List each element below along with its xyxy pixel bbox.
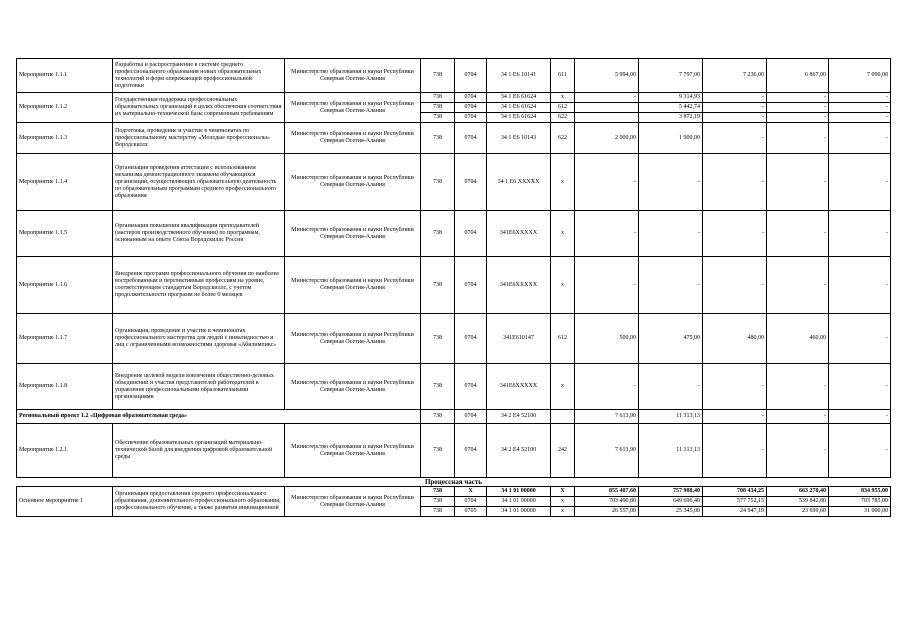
cell-v1: - <box>575 257 639 314</box>
activity-name: Основное мероприятие 1 <box>17 487 113 517</box>
table-row <box>17 59 891 93</box>
activity-name: Мероприятие 1.1.7 <box>17 314 113 364</box>
cell-csr: 341E6XXXXX <box>487 364 551 410</box>
cell-v4: - <box>767 211 829 257</box>
activity-name: Мероприятие 1.1.3 <box>17 123 113 154</box>
cell-csr: 34 1 01 00000 <box>487 507 551 517</box>
cell-vr: 622 <box>551 113 575 123</box>
cell-rzpr: 0704 <box>455 211 487 257</box>
cell-v4: - <box>767 410 829 424</box>
activity-name: Мероприятие 1.1.4 <box>17 154 113 211</box>
cell-grbs: 738 <box>421 410 455 424</box>
cell-rzpr: 0704 <box>455 103 487 113</box>
cell-v3: - <box>703 103 767 113</box>
cell-v3: 480,00 <box>703 314 767 364</box>
cell-v2: 5 442,74 <box>639 103 703 113</box>
cell-grbs: 738 <box>421 497 455 507</box>
cell-v2: 475,00 <box>639 314 703 364</box>
cell-grbs: 738 <box>421 364 455 410</box>
cell-csr: 34 1 E6 61624 <box>487 93 551 103</box>
cell-v5: 7 090,00 <box>829 59 891 93</box>
cell-v2: 9 314,93 <box>639 93 703 103</box>
cell-grbs: 738 <box>421 257 455 314</box>
cell-vr: x <box>551 497 575 507</box>
cell-v1: 7 613,90 <box>575 410 639 424</box>
cell-v1 <box>575 103 639 113</box>
cell-csr: 341E6XXXXX <box>487 211 551 257</box>
responsible-organization: Министерство образования и науки Республики Северная Осетия-Алания <box>285 487 421 517</box>
cell-rzpr: 0704 <box>455 410 487 424</box>
cell-v2: - <box>639 257 703 314</box>
table-body <box>17 59 891 517</box>
cell-grbs: 738 <box>421 59 455 93</box>
cell-rzpr: 0704 <box>455 113 487 123</box>
cell-v3: 7 236,00 <box>703 59 767 93</box>
cell-csr: 34 2 E4 52100 <box>487 410 551 424</box>
cell-csr: 34 1 E6 XXXXX <box>487 154 551 211</box>
cell-v5: - <box>829 154 891 211</box>
cell-rzpr: X <box>455 487 487 497</box>
cell-csr: 34 1 E6 10143 <box>487 123 551 154</box>
cell-v3: - <box>703 364 767 410</box>
cell-v5: - <box>829 211 891 257</box>
cell-grbs: 738 <box>421 507 455 517</box>
cell-v2: 11 313,13 <box>639 424 703 478</box>
cell-csr: 341E610147 <box>487 314 551 364</box>
cell-v4: - <box>767 257 829 314</box>
budget-table <box>16 58 891 517</box>
regional-project-row <box>17 410 891 424</box>
responsible-organization: Министерство образования и науки Республики Северная Осетия-Алания <box>285 123 421 154</box>
cell-v5: 703 785,00 <box>829 497 891 507</box>
table-row <box>17 93 891 103</box>
responsible-organization: Министерство образования и науки Республики Северная Осетия-Алания <box>285 424 421 478</box>
cell-v1: - <box>575 364 639 410</box>
cell-v5: - <box>829 314 891 364</box>
cell-v2: 25 345,00 <box>639 507 703 517</box>
cell-grbs: 738 <box>421 154 455 211</box>
cell-grbs: 738 <box>421 211 455 257</box>
cell-rzpr: 0704 <box>455 497 487 507</box>
regional-project-title: Региональный проект 1.2 «Цифровая образовательная среда» <box>17 410 421 424</box>
cell-rzpr: 0704 <box>455 93 487 103</box>
table-row <box>17 314 891 364</box>
cell-vr: x <box>551 154 575 211</box>
cell-v4: 23 699,60 <box>767 507 829 517</box>
cell-v4: - <box>767 93 829 103</box>
activity-name: Мероприятие 1.1.5 <box>17 211 113 257</box>
cell-vr: 612 <box>551 314 575 364</box>
cell-v3: 577 752,15 <box>703 497 767 507</box>
activity-name: Мероприятие 1.2.1. <box>17 424 113 478</box>
cell-csr: 34 1 01 00000 <box>487 487 551 497</box>
cell-grbs: 738 <box>421 314 455 364</box>
cell-grbs: 738 <box>421 113 455 123</box>
activity-description: Разработка и распространение в системе среднего профессионального образования новых образовательных технологий и форм опережающей профессиональной подготовки <box>113 59 285 93</box>
cell-vr: x <box>551 364 575 410</box>
cell-v2: 1 900,00 <box>639 123 703 154</box>
cell-vr: 611 <box>551 59 575 93</box>
cell-v5: 31 000,00 <box>829 507 891 517</box>
cell-v2: 649 696,40 <box>639 497 703 507</box>
cell-v5: - <box>829 424 891 478</box>
cell-v5: - <box>829 364 891 410</box>
cell-v4: - <box>767 364 829 410</box>
activity-description: Обеспечение образовательных организаций материально-технической базой для внедрения цифровой образовательной среды <box>113 424 285 478</box>
table-row <box>17 424 891 478</box>
cell-v1: - <box>575 211 639 257</box>
table-row <box>17 154 891 211</box>
cell-csr: 341E6XXXXX <box>487 257 551 314</box>
cell-csr: 34 1 E6 61624 <box>487 103 551 113</box>
responsible-organization: Министерство образования и науки Республики Северная Осетия-Алания <box>285 314 421 364</box>
cell-v1: - <box>575 93 639 103</box>
activity-description: Организация проведения аттестации с использованием механизма демонстрационного экзамена обучающихся организаций, осуществляющих образовательную деятельность по образовательным программам среднего профессионального образования <box>113 154 285 211</box>
cell-rzpr: 0704 <box>455 314 487 364</box>
cell-v1: 7 613,90 <box>575 424 639 478</box>
cell-v1: 26 557,00 <box>575 507 639 517</box>
cell-v2: 3 872,19 <box>639 113 703 123</box>
cell-v4: 6 867,00 <box>767 59 829 93</box>
cell-v4: - <box>767 113 829 123</box>
cell-v2: - <box>639 364 703 410</box>
cell-v1: 703 490,80 <box>575 497 639 507</box>
cell-v2: 757 988,40 <box>639 487 703 497</box>
cell-v4: 663 270,40 <box>767 487 829 497</box>
responsible-organization: Министерство образования и науки Республики Северная Осетия-Алания <box>285 364 421 410</box>
cell-grbs: 738 <box>421 123 455 154</box>
table-row <box>17 211 891 257</box>
cell-rzpr: 0704 <box>455 59 487 93</box>
cell-v2: 11 313,13 <box>639 410 703 424</box>
cell-v1: 5 994,00 <box>575 59 639 93</box>
cell-grbs: 738 <box>421 424 455 478</box>
cell-vr: 242 <box>551 424 575 478</box>
cell-csr: 34 2 E4 52100 <box>487 424 551 478</box>
cell-v4: - <box>767 123 829 154</box>
responsible-organization: Министерство образования и науки Республики Северная Осетия-Алания <box>285 257 421 314</box>
cell-rzpr: 0705 <box>455 507 487 517</box>
table-row <box>17 487 891 497</box>
responsible-organization: Министерство образования и науки Республики Северная Осетия-Алания <box>285 59 421 93</box>
cell-vr <box>551 410 575 424</box>
section-heading-row <box>17 478 891 487</box>
cell-vr: 622 <box>551 123 575 154</box>
cell-vr: X <box>551 487 575 497</box>
cell-rzpr: 0704 <box>455 123 487 154</box>
cell-v1: - <box>575 154 639 211</box>
cell-rzpr: 0704 <box>455 364 487 410</box>
cell-rzpr: 0704 <box>455 154 487 211</box>
cell-csr: 34 1 01 00000 <box>487 497 551 507</box>
cell-rzpr: 0704 <box>455 424 487 478</box>
activity-description: Государственная поддержка профессиональных образовательных организаций в целях обеспечения соответствия их материально-технической базы современным требованиям <box>113 93 285 123</box>
cell-v3: - <box>703 424 767 478</box>
cell-vr: x <box>551 507 575 517</box>
cell-csr: 34 1 E6 61624 <box>487 113 551 123</box>
cell-v4: - <box>767 154 829 211</box>
cell-vr: x <box>551 211 575 257</box>
cell-v5: - <box>829 93 891 103</box>
cell-v5: - <box>829 103 891 113</box>
process-part-heading: Процессная часть <box>17 478 891 487</box>
activity-description: Организация, проведение и участие в чемпионатах профессионального мастерства для людей с инвалидностью и лиц с ограниченными возможностями здоровья «Абилимпикс» <box>113 314 285 364</box>
cell-v3: 708 434,25 <box>703 487 767 497</box>
cell-v3: - <box>703 154 767 211</box>
cell-v1: 855 407,60 <box>575 487 639 497</box>
responsible-organization: Министерство образования и науки Республики Северная Осетия-Алания <box>285 211 421 257</box>
cell-grbs: 738 <box>421 487 455 497</box>
cell-v1: 500,00 <box>575 314 639 364</box>
cell-grbs: 738 <box>421 93 455 103</box>
cell-vr: x <box>551 257 575 314</box>
cell-v4: - <box>767 424 829 478</box>
cell-v2: - <box>639 211 703 257</box>
cell-v5: - <box>829 410 891 424</box>
cell-v3: - <box>703 93 767 103</box>
cell-v4: 539 842,80 <box>767 497 829 507</box>
cell-v3: - <box>703 410 767 424</box>
cell-vr: 612 <box>551 103 575 113</box>
cell-v2: - <box>639 154 703 211</box>
responsible-organization: Министерство образования и науки Республики Северная Осетия-Алания <box>285 93 421 123</box>
budget-table-sheet <box>16 58 890 517</box>
cell-v3: 24 947,10 <box>703 507 767 517</box>
activity-name: Мероприятие 1.1.1 <box>17 59 113 93</box>
cell-v2: 7 797,00 <box>639 59 703 93</box>
activity-description: Подготовка, проведение и участие в чемпионатах по профессиональному мастерству «Молодые профессионалы» Ворлдскиллс <box>113 123 285 154</box>
cell-v5: - <box>829 257 891 314</box>
cell-rzpr: 0704 <box>455 257 487 314</box>
table-row <box>17 364 891 410</box>
cell-grbs: 738 <box>421 103 455 113</box>
cell-v3: - <box>703 113 767 123</box>
activity-description: Внедрение целевой модели вовлечения общественно-деловых объединений и участия представителей работодателей в управление профессиональными образовательными организациями <box>113 364 285 410</box>
cell-v4: 460,00 <box>767 314 829 364</box>
activity-description: Организация повышения квалификации преподавателей (мастеров производственного обучения) по программам, основанным на опыте Союза Ворлдскиллс Россия <box>113 211 285 257</box>
activity-description: Организация предоставления среднего профессионального образования, дополнительного профессионального образования, профессионального обучения, а также развития инновационной <box>113 487 285 517</box>
cell-v4: - <box>767 103 829 113</box>
table-row <box>17 257 891 314</box>
activity-name: Мероприятие 1.1.6 <box>17 257 113 314</box>
cell-vr: x <box>551 93 575 103</box>
activity-description: Внедрение программ профессионального обучения по наиболее востребованным и перспективным профессиям на уровне, соответствующем стандартам Ворлдскиллс, с учетом продолжительности программ не более 6 месяцев <box>113 257 285 314</box>
cell-v1: 2 000,00 <box>575 123 639 154</box>
cell-v3: - <box>703 257 767 314</box>
table-row <box>17 123 891 154</box>
cell-v3: - <box>703 123 767 154</box>
cell-csr: 34 1 E6 10141 <box>487 59 551 93</box>
cell-v1 <box>575 113 639 123</box>
cell-v5: - <box>829 123 891 154</box>
cell-v5: - <box>829 113 891 123</box>
cell-v5: 834 955,00 <box>829 487 891 497</box>
responsible-organization: Министерство образования и науки Республики Северная Осетия-Алания <box>285 154 421 211</box>
cell-v3: - <box>703 211 767 257</box>
activity-name: Мероприятие 1.1.8 <box>17 364 113 410</box>
activity-name: Мероприятие 1.1.2 <box>17 93 113 123</box>
